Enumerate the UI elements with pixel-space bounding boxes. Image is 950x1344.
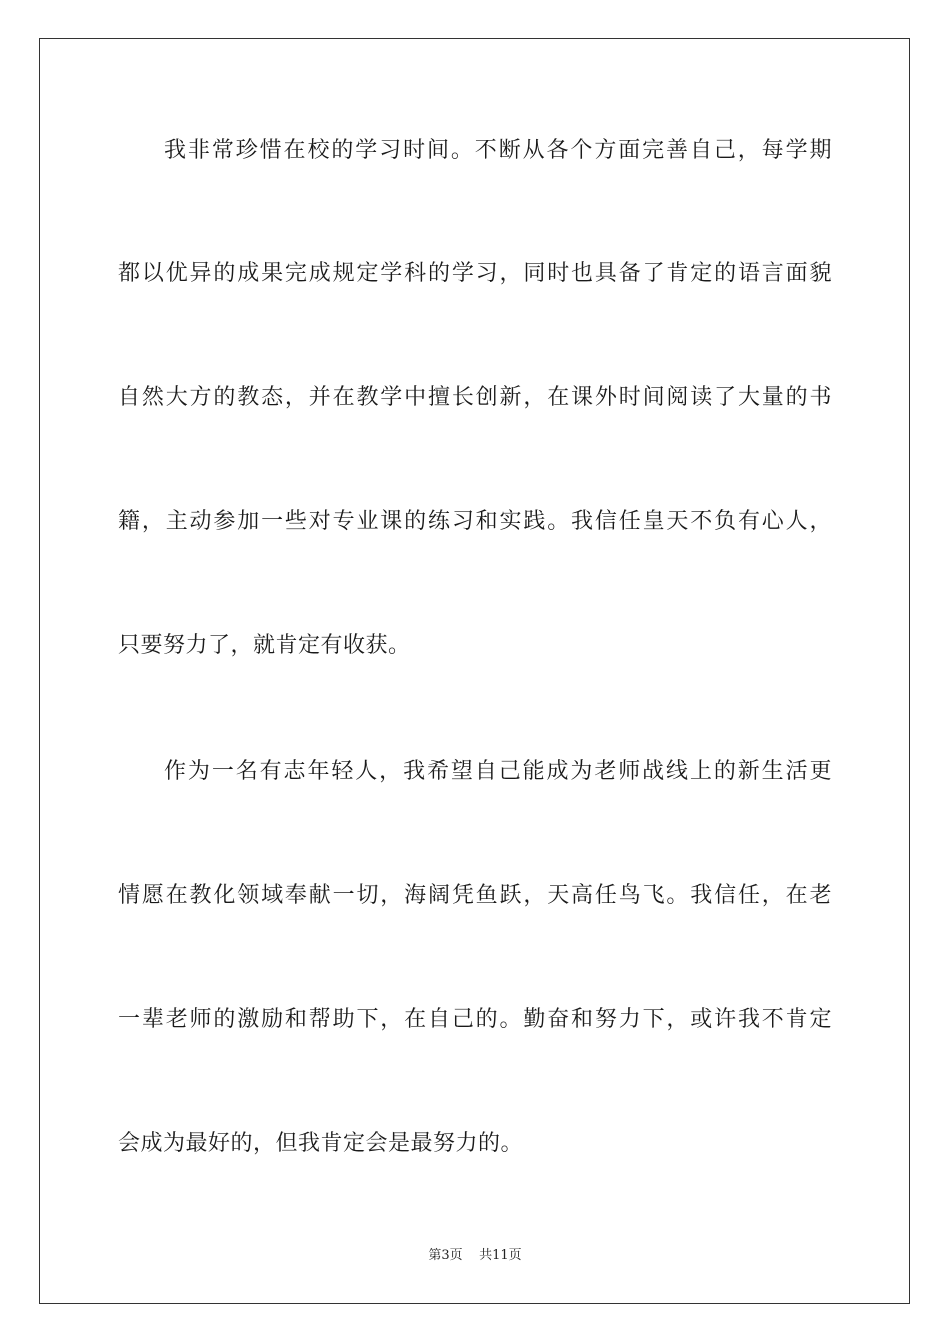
page-border [39, 38, 910, 1304]
text-line: 会成为最好的，但我肯定会是最努力的。 [118, 1131, 524, 1156]
text-line: 只要努力了，就肯定有收获。 [118, 633, 411, 658]
text-line: 情愿在教化领域奉献一切，海阔凭鱼跃，天高任鸟飞。我信任，在老 [118, 883, 832, 908]
text-line: 籍，主动参加一些对专业课的练习和实践。我信任皇天不负有心人， [118, 509, 832, 534]
total-pages: 共11页 [479, 1248, 522, 1263]
text-line: 自然大方的教态，并在教学中擅长创新，在课外时间阅读了大量的书 [118, 385, 832, 410]
page-footer [0, 1247, 950, 1265]
text-line: 一辈老师的激励和帮助下，在自己的。勤奋和努力下，或许我不肯定 [118, 1007, 832, 1032]
text-line: 都以优异的成果完成规定学科的学习，同时也具备了肯定的语言面貌 [118, 261, 832, 286]
page-number: 第3页 [428, 1248, 463, 1263]
text-line: 我非常珍惜在校的学习时间。不断从各个方面完善自己，每学期 [164, 138, 832, 163]
text-line: 作为一名有志年轻人，我希望自己能成为老师战线上的新生活更 [164, 759, 832, 784]
